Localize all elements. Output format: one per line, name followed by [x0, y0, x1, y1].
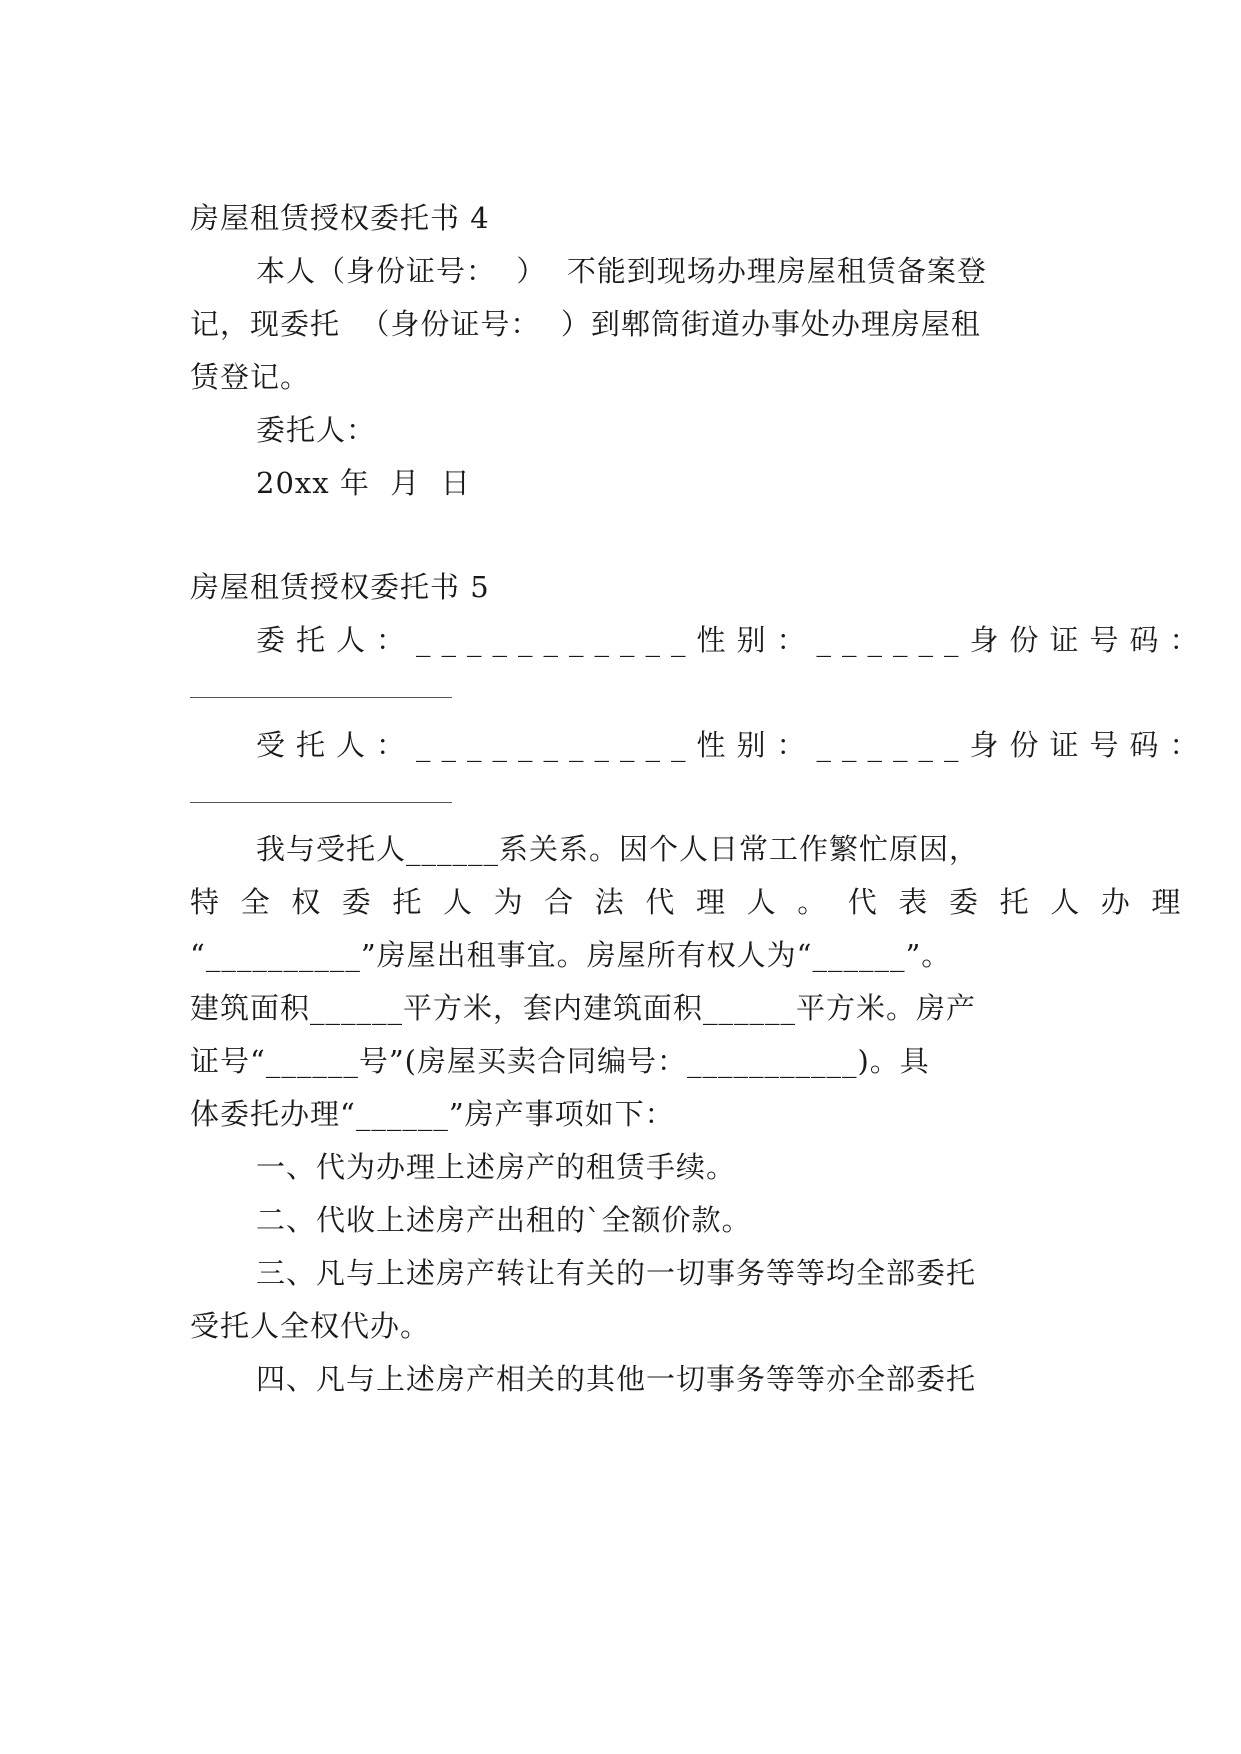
agent-info-line: 受托人：___________性别：______身份证号码： — [256, 728, 1210, 762]
principal-info-line: 委托人：___________性别：______身份证号码： — [256, 623, 1210, 657]
section-4-title: 房屋租赁授权委托书 4 — [190, 201, 490, 235]
section-4-principal-label: 委托人： — [256, 413, 377, 447]
list-item-4-line-1: 四、凡与上述房产相关的其他一切事务等等亦全部委托 — [256, 1362, 977, 1396]
list-item-3-line-2: 受托人全权代办。 — [190, 1309, 431, 1343]
list-item-1: 一、代为办理上述房产的租赁手续。 — [256, 1150, 737, 1184]
list-item-3-line-1: 三、凡与上述房产转让有关的一切事务等等均全部委托 — [256, 1256, 977, 1290]
section-4-date-line: 20xx 年 月 日 — [256, 466, 471, 500]
section-4-paragraph-line-1: 本人（身份证号： ） 不能到现场办理房屋租赁备案登 — [256, 254, 987, 288]
section-5-title: 房屋租赁授权委托书 5 — [190, 570, 490, 604]
body-line-2: 特全权委托人为合法代理人。代表委托人办理 — [190, 885, 1203, 919]
body-line-6: 体委托办理“______”房产事项如下： — [190, 1097, 675, 1131]
section-4-paragraph-line-2: 记，现委托 （身份证号： ）到郫筒街道办事处办理房屋租 — [190, 307, 981, 341]
list-item-2: 二、代收上述房产出租的`全额价款。 — [256, 1203, 752, 1237]
body-line-4: 建筑面积______平方米，套内建筑面积______平方米。房产 — [190, 991, 977, 1025]
principal-id-underline — [190, 697, 452, 698]
section-4-paragraph-line-3: 赁登记。 — [190, 360, 311, 394]
body-line-1: 我与受托人______系关系。因个人日常工作繁忙原因， — [256, 832, 980, 866]
body-line-3: “__________”房屋出租事宜。房屋所有权人为“______”。 — [190, 938, 952, 972]
agent-id-underline — [190, 802, 452, 803]
body-line-5: 证号“______号”(房屋买卖合同编号：___________)。具 — [190, 1044, 930, 1078]
